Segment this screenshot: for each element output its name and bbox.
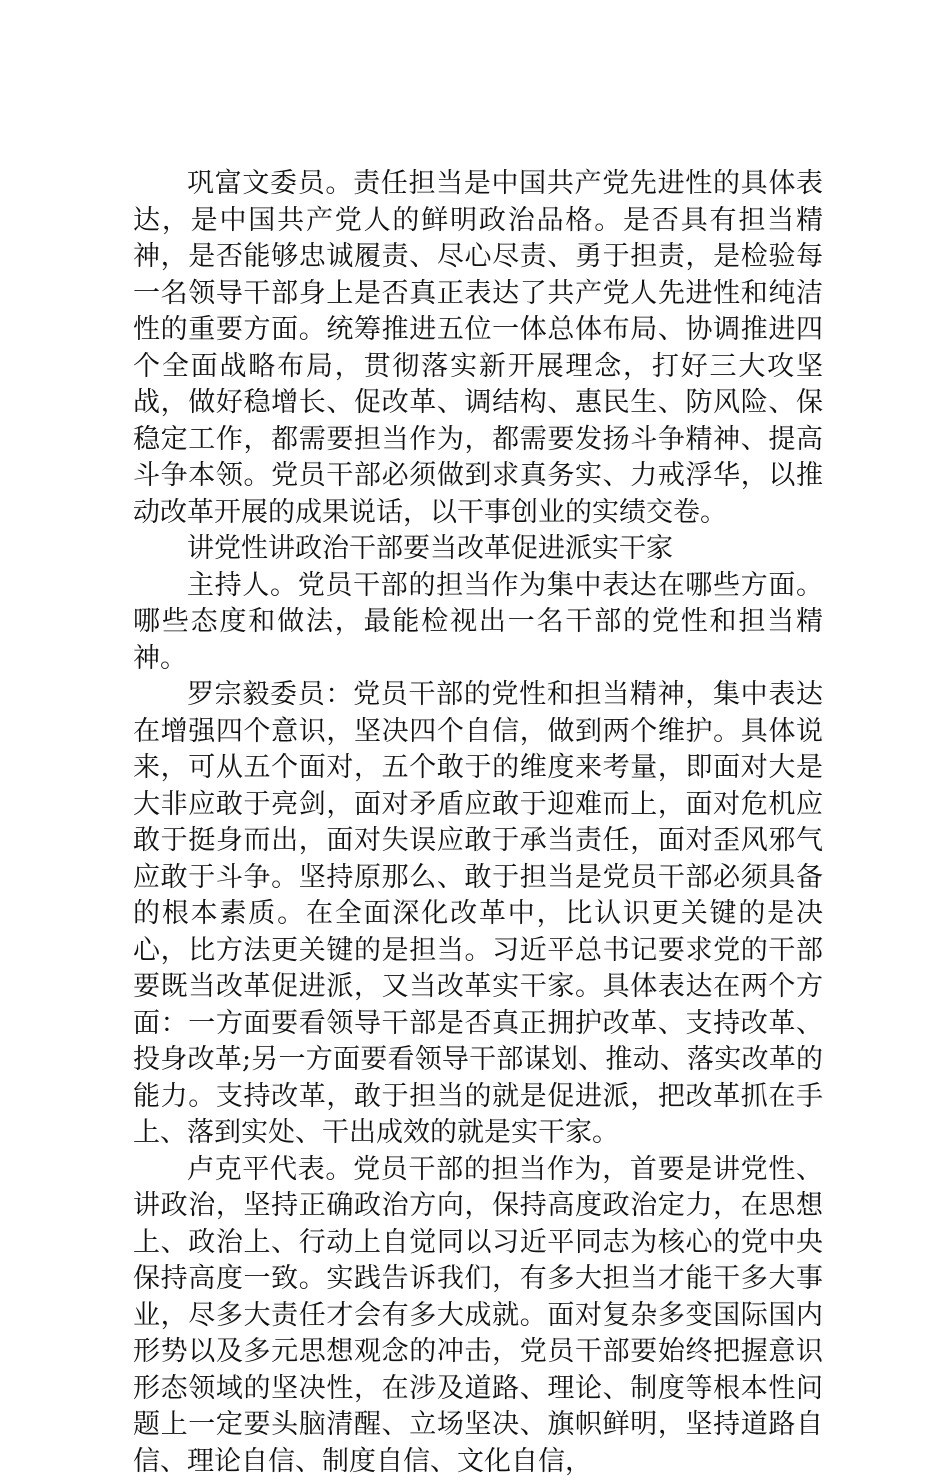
paragraph-gong-fuwen: 巩富文委员。责任担当是中国共产党先进性的具体表达，是中国共产党人的鲜明政治品格。是否具有担当精神，是否能够忠诚履责、尽心尽责、勇于担责，是检验每一名领导干部身上是否真正表达了共产党人先进性和纯洁性的重要方面。统筹推进五位一体总体布局、协调推进四个全面战略布局，贯彻落实新开展理念，打好三大攻坚战，做好稳增长、促改革、调结构、惠民生、防风险、保稳定工作，都需要担当作为，都需要发扬斗争精神、提高斗争本领。党员干部必须做到求真务实、力戒浮华，以推动改革开展的成果说话，以干事创业的实绩交卷。 [133,166,823,531]
section-heading: 讲党性讲政治干部要当改革促进派实干家 [133,531,823,568]
paragraph-lu-keping: 卢克平代表。党员干部的担当作为，首要是讲党性、讲政治，坚持正确政治方向，保持高度政治定力，在思想上、政治上、行动上自觉同以习近平同志为核心的党中央保持高度一致。实践告诉我们，有多大担当才能干多大事业，尽多大责任才会有多大成就。面对复杂多变国际国内形势以及多元思想观念的冲击，党员干部要始终把握意识形态领域的坚决性，在涉及道路、理论、制度等根本性问题上一定要头脑清醒、立场坚决、旗帜鲜明，坚持道路自信、理论自信、制度自信、文化自信， [133,1152,823,1480]
paragraph-luo-zongyi: 罗宗毅委员：党员干部的党性和担当精神，集中表达在增强四个意识，坚决四个自信，做到两个维护。具体说来，可从五个面对，五个敢于的维度来考量，即面对大是大非应敢于亮剑，面对矛盾应敢于迎难而上，面对危机应敢于挺身而出，面对失误应敢于承当责任，面对歪风邪气应敢于斗争。坚持原那么、敢于担当是党员干部必须具备的根本素质。在全面深化改革中，比认识更关键的是决心，比方法更关键的是担当。习近平总书记要求党的干部要既当改革促进派，又当改革实干家。具体表达在两个方面：一方面要看领导干部是否真正拥护改革、支持改革、投身改革;另一方面要看领导干部谋划、推动、落实改革的能力。支持改革，敢于担当的就是促进派，把改革抓在手上、落到实处、干出成效的就是实干家。 [133,677,823,1152]
paragraph-host: 主持人。党员干部的担当作为集中表达在哪些方面。哪些态度和做法，最能检视出一名干部的党性和担当精神。 [133,568,823,678]
document-body [133,166,823,1480]
